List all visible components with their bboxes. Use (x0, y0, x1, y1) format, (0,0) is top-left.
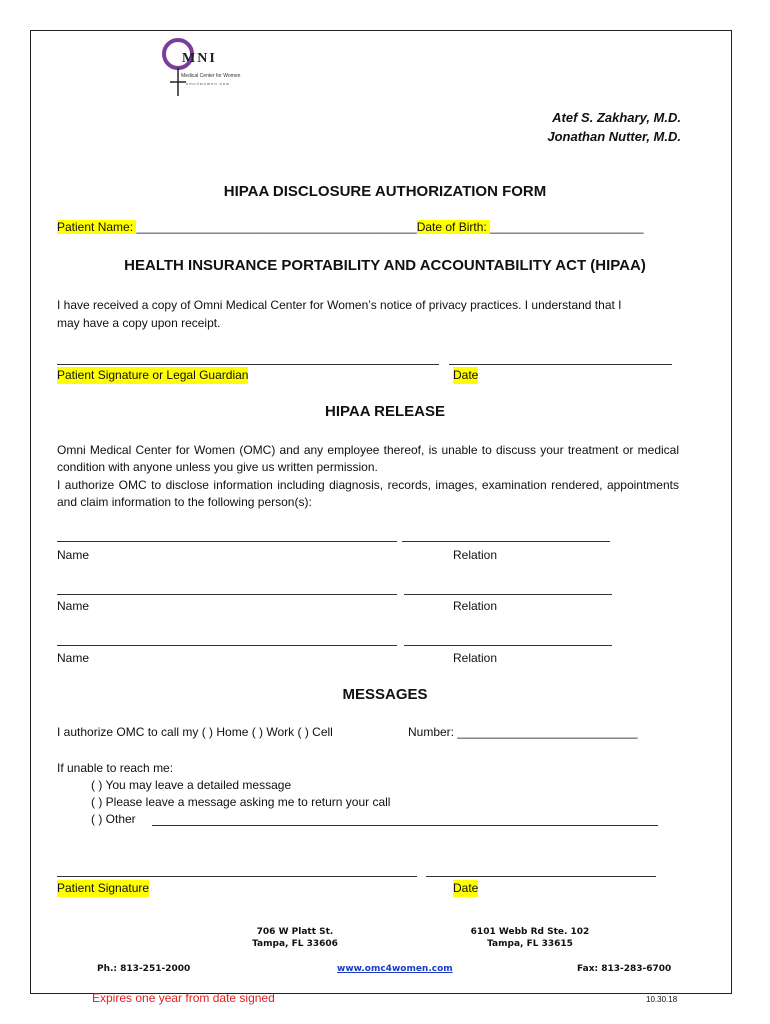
form-title: HIPAA DISCLOSURE AUTHORIZATION FORM (223, 183, 547, 200)
hipaa-release-title: HIPAA RELEASE (324, 403, 445, 420)
doctor-name-2: Jonathan Nutter, M.D. (547, 129, 681, 144)
person-2-relation-field[interactable] (404, 594, 612, 595)
option-other[interactable]: ( ) Other (91, 812, 136, 826)
phone-number-label: Number: (408, 725, 458, 739)
phone-number-field[interactable]: ___________________________ (457, 725, 638, 739)
release-paragraph-2: I authorize OMC to disclose information including diagnosis, records, images, examination rendered, appointments and claim information to the following person(s): (57, 478, 679, 509)
address-webb-street: 6101 Webb Rd Ste. 102 (470, 927, 590, 937)
patient-signature-label: Patient Signature (57, 881, 150, 895)
messages-title: MESSAGES (342, 686, 428, 703)
guardian-signature-label: Patient Signature or Legal Guardian (57, 368, 249, 382)
call-authorization-text[interactable]: I authorize OMC to call my ( ) Home ( ) Work ( ) Cell (57, 725, 333, 739)
person-1-relation-label: Relation (453, 548, 498, 562)
address-webb (450, 926, 610, 950)
option-detailed-message[interactable]: ( ) You may leave a detailed message (91, 778, 292, 792)
fax-number: Fax: 813-283-6700 (577, 964, 672, 974)
address-platt-street: 706 W Platt St. (256, 927, 334, 937)
form-version: 10.30.18 (646, 995, 678, 1004)
omni-logo-icon (150, 36, 270, 98)
address-webb-city: Tampa, FL 33615 (487, 939, 573, 949)
website-link[interactable]: www.omc4women.com (337, 964, 453, 974)
logo-subtitle: Medical Center for Women (181, 73, 241, 79)
dob-label: Date of Birth: (416, 220, 491, 234)
person-2-name-label: Name (57, 599, 90, 613)
patient-signature-field[interactable] (57, 876, 417, 877)
person-3-relation-field[interactable] (404, 645, 612, 646)
option-return-call[interactable]: ( ) Please leave a message asking me to return your call (91, 795, 391, 809)
person-3-relation-label: Relation (453, 651, 498, 665)
notice-text-line-2: may have a copy upon receipt. (57, 316, 221, 330)
guardian-date-label: Date (453, 368, 479, 382)
patient-date-label: Date (453, 881, 479, 895)
logo-site: omc4women.com (186, 81, 231, 86)
page-border (30, 30, 732, 994)
option-other-field[interactable] (152, 825, 658, 826)
expiration-notice: Expires one year from date signed (92, 991, 275, 1005)
person-1-name-field[interactable] (57, 541, 397, 542)
phone-number-row (408, 724, 638, 741)
release-paragraph-1: Omni Medical Center for Women (OMC) and any employee thereof, is unable to discuss your treatment or medical condition with anyone unless you give us written permission. (57, 443, 679, 474)
patient-name-label: Patient Name: (57, 220, 137, 234)
person-3-name-field[interactable] (57, 645, 397, 646)
address-platt (215, 926, 375, 950)
person-1-name-label: Name (57, 548, 90, 562)
unable-to-reach-text: If unable to reach me: (57, 761, 174, 775)
guardian-signature-field[interactable] (57, 364, 439, 365)
person-2-name-field[interactable] (57, 594, 397, 595)
patient-name-row (57, 219, 644, 236)
person-2-relation-label: Relation (453, 599, 498, 613)
phone-number: Ph.: 813-251-2000 (97, 964, 191, 974)
logo-wordmark: MNI (182, 51, 217, 66)
dob-field[interactable]: _______________________ (490, 220, 644, 234)
patient-name-field[interactable]: __________________________________________ (136, 220, 417, 234)
person-1-relation-field[interactable] (402, 541, 610, 542)
doctor-name-1: Atef S. Zakhary, M.D. (552, 110, 681, 125)
address-platt-city: Tampa, FL 33606 (252, 939, 338, 949)
person-3-name-label: Name (57, 651, 90, 665)
hipaa-act-title: HEALTH INSURANCE PORTABILITY AND ACCOUNTABILITY ACT (HIPAA) (124, 257, 646, 274)
notice-text-line-1: I have received a copy of Omni Medical Center for Women’s notice of privacy practices. I understand that I (57, 298, 622, 312)
guardian-date-field[interactable] (449, 364, 672, 365)
patient-date-field[interactable] (426, 876, 656, 877)
